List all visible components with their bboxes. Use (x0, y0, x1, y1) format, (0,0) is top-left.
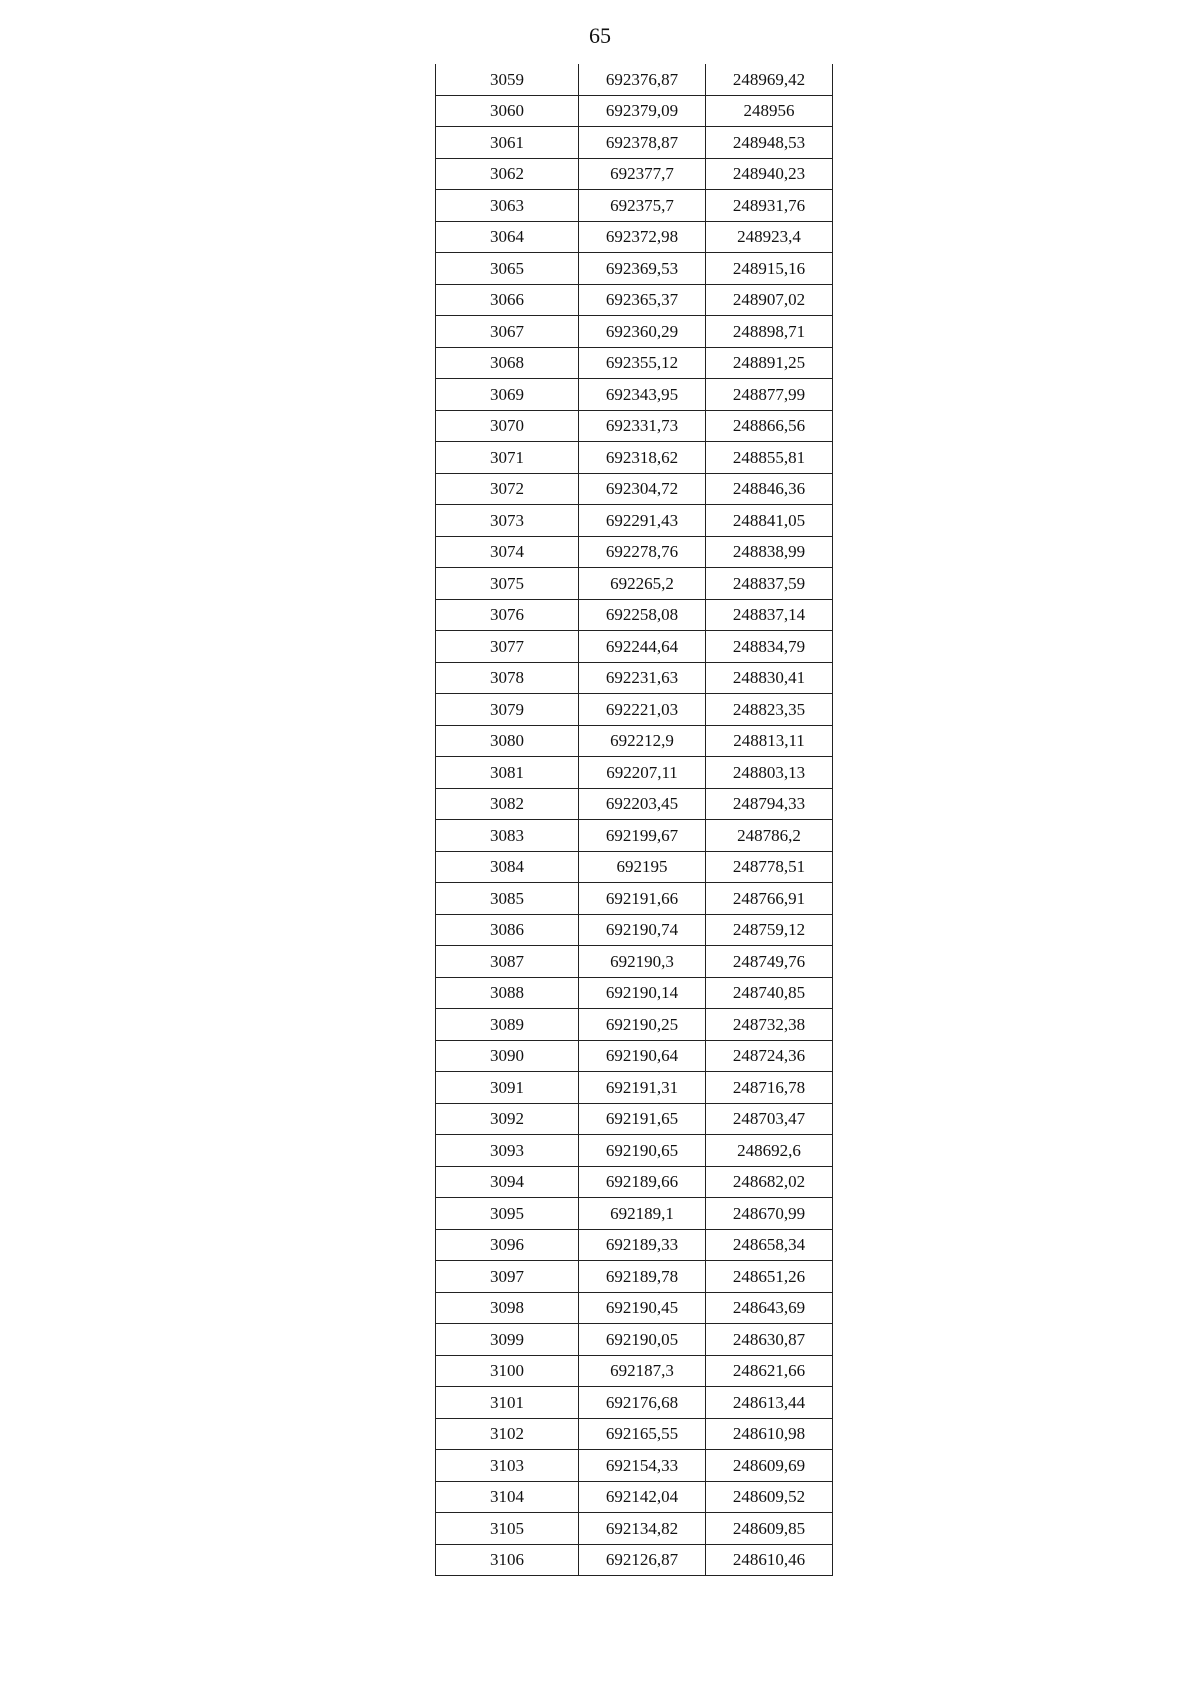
x-coordinate-cell: 692191,66 (579, 883, 706, 915)
y-coordinate-cell: 248643,69 (706, 1292, 833, 1324)
table-row (436, 977, 833, 1009)
point-number-cell: 3071 (436, 442, 579, 474)
y-coordinate-cell: 248877,99 (706, 379, 833, 411)
point-number-cell: 3059 (436, 64, 579, 95)
table-row (436, 1418, 833, 1450)
x-coordinate-cell: 692189,66 (579, 1166, 706, 1198)
point-number-cell: 3081 (436, 757, 579, 789)
table-row (436, 1387, 833, 1419)
x-coordinate-cell: 692190,45 (579, 1292, 706, 1324)
x-coordinate-cell: 692331,73 (579, 410, 706, 442)
y-coordinate-cell: 248891,25 (706, 347, 833, 379)
table-row (436, 694, 833, 726)
y-coordinate-cell: 248923,4 (706, 221, 833, 253)
point-number-cell: 3096 (436, 1229, 579, 1261)
y-coordinate-cell: 248658,34 (706, 1229, 833, 1261)
y-coordinate-cell: 248846,36 (706, 473, 833, 505)
x-coordinate-cell: 692377,7 (579, 158, 706, 190)
x-coordinate-cell: 692190,14 (579, 977, 706, 1009)
table-row (436, 221, 833, 253)
table-row (436, 127, 833, 159)
table-row (436, 1040, 833, 1072)
table-row (436, 95, 833, 127)
point-number-cell: 3061 (436, 127, 579, 159)
y-coordinate-cell: 248692,6 (706, 1135, 833, 1167)
point-number-cell: 3088 (436, 977, 579, 1009)
y-coordinate-cell: 248651,26 (706, 1261, 833, 1293)
table-row (436, 1481, 833, 1513)
point-number-cell: 3082 (436, 788, 579, 820)
x-coordinate-cell: 692231,63 (579, 662, 706, 694)
point-number-cell: 3093 (436, 1135, 579, 1167)
table-row (436, 410, 833, 442)
x-coordinate-cell: 692318,62 (579, 442, 706, 474)
x-coordinate-cell: 692278,76 (579, 536, 706, 568)
table-row (436, 1450, 833, 1482)
table-row (436, 284, 833, 316)
x-coordinate-cell: 692189,33 (579, 1229, 706, 1261)
y-coordinate-cell: 248866,56 (706, 410, 833, 442)
x-coordinate-cell: 692379,09 (579, 95, 706, 127)
y-coordinate-cell: 248794,33 (706, 788, 833, 820)
point-number-cell: 3105 (436, 1513, 579, 1545)
table-row (436, 1198, 833, 1230)
y-coordinate-cell: 248915,16 (706, 253, 833, 285)
y-coordinate-cell: 248766,91 (706, 883, 833, 915)
x-coordinate-cell: 692190,65 (579, 1135, 706, 1167)
x-coordinate-cell: 692190,64 (579, 1040, 706, 1072)
point-number-cell: 3068 (436, 347, 579, 379)
table-row (436, 820, 833, 852)
x-coordinate-cell: 692189,78 (579, 1261, 706, 1293)
y-coordinate-cell: 248716,78 (706, 1072, 833, 1104)
table-row (436, 1166, 833, 1198)
y-coordinate-cell: 248609,85 (706, 1513, 833, 1545)
point-number-cell: 3077 (436, 631, 579, 663)
x-coordinate-cell: 692372,98 (579, 221, 706, 253)
y-coordinate-cell: 248749,76 (706, 946, 833, 978)
point-number-cell: 3084 (436, 851, 579, 883)
x-coordinate-cell: 692258,08 (579, 599, 706, 631)
point-number-cell: 3062 (436, 158, 579, 190)
table-row (436, 1513, 833, 1545)
x-coordinate-cell: 692355,12 (579, 347, 706, 379)
table-row (436, 347, 833, 379)
table-row (436, 725, 833, 757)
point-number-cell: 3076 (436, 599, 579, 631)
y-coordinate-cell: 248948,53 (706, 127, 833, 159)
x-coordinate-cell: 692199,67 (579, 820, 706, 852)
y-coordinate-cell: 248724,36 (706, 1040, 833, 1072)
y-coordinate-cell: 248682,02 (706, 1166, 833, 1198)
point-number-cell: 3078 (436, 662, 579, 694)
point-number-cell: 3094 (436, 1166, 579, 1198)
x-coordinate-cell: 692221,03 (579, 694, 706, 726)
point-number-cell: 3075 (436, 568, 579, 600)
y-coordinate-cell: 248838,99 (706, 536, 833, 568)
y-coordinate-cell: 248703,47 (706, 1103, 833, 1135)
y-coordinate-cell: 248837,59 (706, 568, 833, 600)
x-coordinate-cell: 692376,87 (579, 64, 706, 95)
y-coordinate-cell: 248786,2 (706, 820, 833, 852)
x-coordinate-cell: 692189,1 (579, 1198, 706, 1230)
y-coordinate-cell: 248610,98 (706, 1418, 833, 1450)
x-coordinate-cell: 692291,43 (579, 505, 706, 537)
page-number: 65 (589, 23, 611, 48)
y-coordinate-cell: 248837,14 (706, 599, 833, 631)
y-coordinate-cell: 248630,87 (706, 1324, 833, 1356)
y-coordinate-cell: 248813,11 (706, 725, 833, 757)
x-coordinate-cell: 692126,87 (579, 1544, 706, 1576)
y-coordinate-cell: 248907,02 (706, 284, 833, 316)
x-coordinate-cell: 692165,55 (579, 1418, 706, 1450)
table-row (436, 568, 833, 600)
point-number-cell: 3064 (436, 221, 579, 253)
point-number-cell: 3079 (436, 694, 579, 726)
table-row (436, 158, 833, 190)
table-row (436, 1324, 833, 1356)
point-number-cell: 3060 (436, 95, 579, 127)
x-coordinate-cell: 692343,95 (579, 379, 706, 411)
y-coordinate-cell: 248855,81 (706, 442, 833, 474)
point-number-cell: 3063 (436, 190, 579, 222)
point-number-cell: 3069 (436, 379, 579, 411)
point-number-cell: 3097 (436, 1261, 579, 1293)
point-number-cell: 3104 (436, 1481, 579, 1513)
point-number-cell: 3099 (436, 1324, 579, 1356)
y-coordinate-cell: 248732,38 (706, 1009, 833, 1041)
x-coordinate-cell: 692191,65 (579, 1103, 706, 1135)
table-row (436, 442, 833, 474)
point-number-cell: 3080 (436, 725, 579, 757)
y-coordinate-cell: 248803,13 (706, 757, 833, 789)
point-number-cell: 3087 (436, 946, 579, 978)
point-number-cell: 3106 (436, 1544, 579, 1576)
y-coordinate-cell: 248956 (706, 95, 833, 127)
x-coordinate-cell: 692190,05 (579, 1324, 706, 1356)
point-number-cell: 3102 (436, 1418, 579, 1450)
x-coordinate-cell: 692203,45 (579, 788, 706, 820)
y-coordinate-cell: 248834,79 (706, 631, 833, 663)
table-row (436, 190, 833, 222)
point-number-cell: 3074 (436, 536, 579, 568)
x-coordinate-cell: 692244,64 (579, 631, 706, 663)
table-row (436, 1009, 833, 1041)
point-number-cell: 3083 (436, 820, 579, 852)
point-number-cell: 3070 (436, 410, 579, 442)
point-number-cell: 3085 (436, 883, 579, 915)
table-row (436, 1103, 833, 1135)
table-row (436, 1072, 833, 1104)
table-row (436, 1261, 833, 1293)
point-number-cell: 3067 (436, 316, 579, 348)
coordinates-table-body (436, 64, 833, 1576)
table-row (436, 599, 833, 631)
x-coordinate-cell: 692304,72 (579, 473, 706, 505)
table-row (436, 1229, 833, 1261)
table-row (436, 1544, 833, 1576)
y-coordinate-cell: 248898,71 (706, 316, 833, 348)
point-number-cell: 3095 (436, 1198, 579, 1230)
point-number-cell: 3086 (436, 914, 579, 946)
x-coordinate-cell: 692369,53 (579, 253, 706, 285)
table-row (436, 662, 833, 694)
table-row (436, 1135, 833, 1167)
y-coordinate-cell: 248778,51 (706, 851, 833, 883)
x-coordinate-cell: 692360,29 (579, 316, 706, 348)
y-coordinate-cell: 248940,23 (706, 158, 833, 190)
x-coordinate-cell: 692187,3 (579, 1355, 706, 1387)
table-row (436, 914, 833, 946)
x-coordinate-cell: 692190,25 (579, 1009, 706, 1041)
coordinates-table (435, 64, 833, 1576)
table-row (436, 379, 833, 411)
x-coordinate-cell: 692212,9 (579, 725, 706, 757)
table-row (436, 631, 833, 663)
x-coordinate-cell: 692375,7 (579, 190, 706, 222)
point-number-cell: 3091 (436, 1072, 579, 1104)
table-row (436, 1355, 833, 1387)
table-row (436, 851, 833, 883)
table-row (436, 1292, 833, 1324)
y-coordinate-cell: 248969,42 (706, 64, 833, 95)
x-coordinate-cell: 692142,04 (579, 1481, 706, 1513)
x-coordinate-cell: 692154,33 (579, 1450, 706, 1482)
point-number-cell: 3092 (436, 1103, 579, 1135)
y-coordinate-cell: 248610,46 (706, 1544, 833, 1576)
point-number-cell: 3065 (436, 253, 579, 285)
y-coordinate-cell: 248830,41 (706, 662, 833, 694)
table-row (436, 64, 833, 95)
x-coordinate-cell: 692365,37 (579, 284, 706, 316)
y-coordinate-cell: 248613,44 (706, 1387, 833, 1419)
point-number-cell: 3100 (436, 1355, 579, 1387)
table-row (436, 757, 833, 789)
point-number-cell: 3103 (436, 1450, 579, 1482)
y-coordinate-cell: 248823,35 (706, 694, 833, 726)
table-row (436, 505, 833, 537)
table-row (436, 316, 833, 348)
table-row (436, 253, 833, 285)
y-coordinate-cell: 248841,05 (706, 505, 833, 537)
table-row (436, 473, 833, 505)
x-coordinate-cell: 692207,11 (579, 757, 706, 789)
x-coordinate-cell: 692191,31 (579, 1072, 706, 1104)
y-coordinate-cell: 248670,99 (706, 1198, 833, 1230)
point-number-cell: 3098 (436, 1292, 579, 1324)
y-coordinate-cell: 248609,69 (706, 1450, 833, 1482)
x-coordinate-cell: 692190,74 (579, 914, 706, 946)
x-coordinate-cell: 692190,3 (579, 946, 706, 978)
x-coordinate-cell: 692195 (579, 851, 706, 883)
point-number-cell: 3090 (436, 1040, 579, 1072)
point-number-cell: 3066 (436, 284, 579, 316)
table-row (436, 536, 833, 568)
table-row (436, 883, 833, 915)
table-row (436, 788, 833, 820)
x-coordinate-cell: 692265,2 (579, 568, 706, 600)
x-coordinate-cell: 692176,68 (579, 1387, 706, 1419)
point-number-cell: 3072 (436, 473, 579, 505)
x-coordinate-cell: 692378,87 (579, 127, 706, 159)
x-coordinate-cell: 692134,82 (579, 1513, 706, 1545)
y-coordinate-cell: 248931,76 (706, 190, 833, 222)
y-coordinate-cell: 248621,66 (706, 1355, 833, 1387)
table-row (436, 946, 833, 978)
point-number-cell: 3101 (436, 1387, 579, 1419)
y-coordinate-cell: 248609,52 (706, 1481, 833, 1513)
y-coordinate-cell: 248740,85 (706, 977, 833, 1009)
point-number-cell: 3089 (436, 1009, 579, 1041)
y-coordinate-cell: 248759,12 (706, 914, 833, 946)
point-number-cell: 3073 (436, 505, 579, 537)
